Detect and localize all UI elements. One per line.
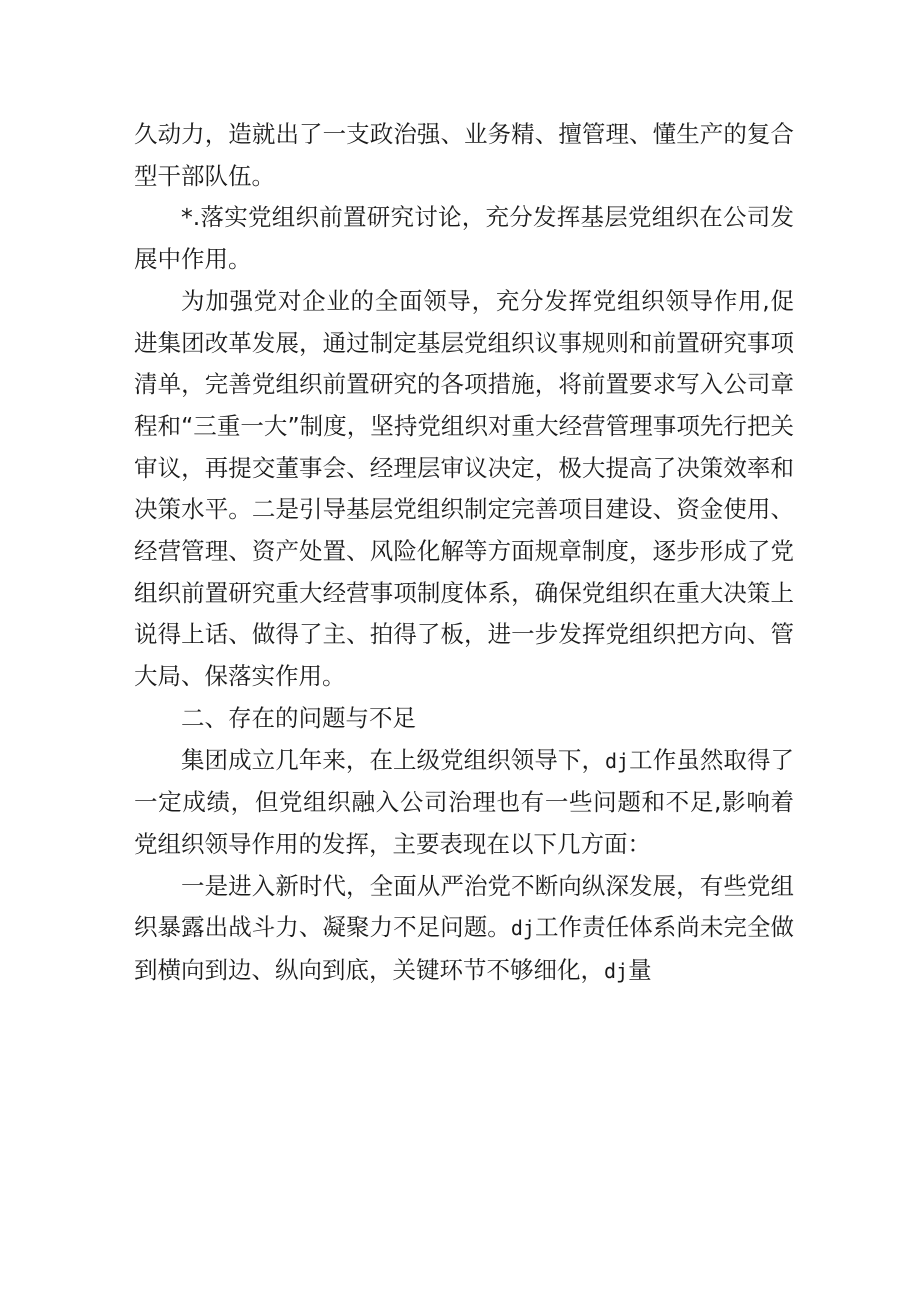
section-heading-problems (134, 698, 794, 740)
text-segment: 集团成立几年来，在上级党组织领导下， (181, 745, 606, 774)
paragraph-cadre-team (134, 114, 794, 197)
text-segment: 二、存在的问题与不足 (181, 703, 416, 732)
paragraph-problem-one (134, 866, 794, 993)
text-segment: 一是进入新时代，全面从严治党不断向纵深发展，有些党组织暴露出战斗力、凝聚力不足问题。 (134, 871, 794, 942)
paragraph-problems-intro (134, 740, 794, 866)
text-segment-mono: dj (604, 959, 629, 984)
paragraph-party-leadership (134, 281, 794, 698)
text-segment-mono: dj (605, 748, 630, 773)
text-segment: 工作虽然取得了一定成绩，但党组织融入公司治理也有一些问题和不足,影响着党组织领导作用的发挥，主要表现在以下几方面： (134, 745, 795, 858)
text-segment: 久动力，造就出了一支政治强、业务精、擅管理、懂生产的复合型干部队伍。 (134, 120, 794, 190)
paragraph-item-heading (134, 197, 794, 280)
text-segment: *.落实党组织前置研究讨论，充分发挥基层党组织在公司发展中作用。 (134, 203, 794, 274)
text-segment: 量 (628, 956, 652, 985)
text-segment: 为加强党对企业的全面领导，充分发挥党组织领导作用,促进集团改革发展，通过制定基层党组织议事规则和前置研究事项清单，完善党组织前置研究的各项措施，将前置要求写入公司章程和“三重一大”制度，坚持党组织对重大经营管理事项先行把关审议，再提交董事会、经理层审议决定，极大提高了决策效率和决策水平。二是引导基层党组织制定完善项目建设、资金使用、经营管理、资产处置、风险化解等方面规章制度，逐步形成了党组织前置研究重大经营事项制度体系，确保党组织在重大决策上说得上话、做得了主、拍得了板，进一步发挥党组织把方向、管大局、保落实作用。 (134, 286, 794, 691)
text-segment-mono: dj (510, 916, 535, 941)
text-segment: 工作责任体系尚未完全做到横向到边、纵向到底，关键环节不够细化， (134, 913, 795, 985)
body-text (134, 114, 794, 993)
